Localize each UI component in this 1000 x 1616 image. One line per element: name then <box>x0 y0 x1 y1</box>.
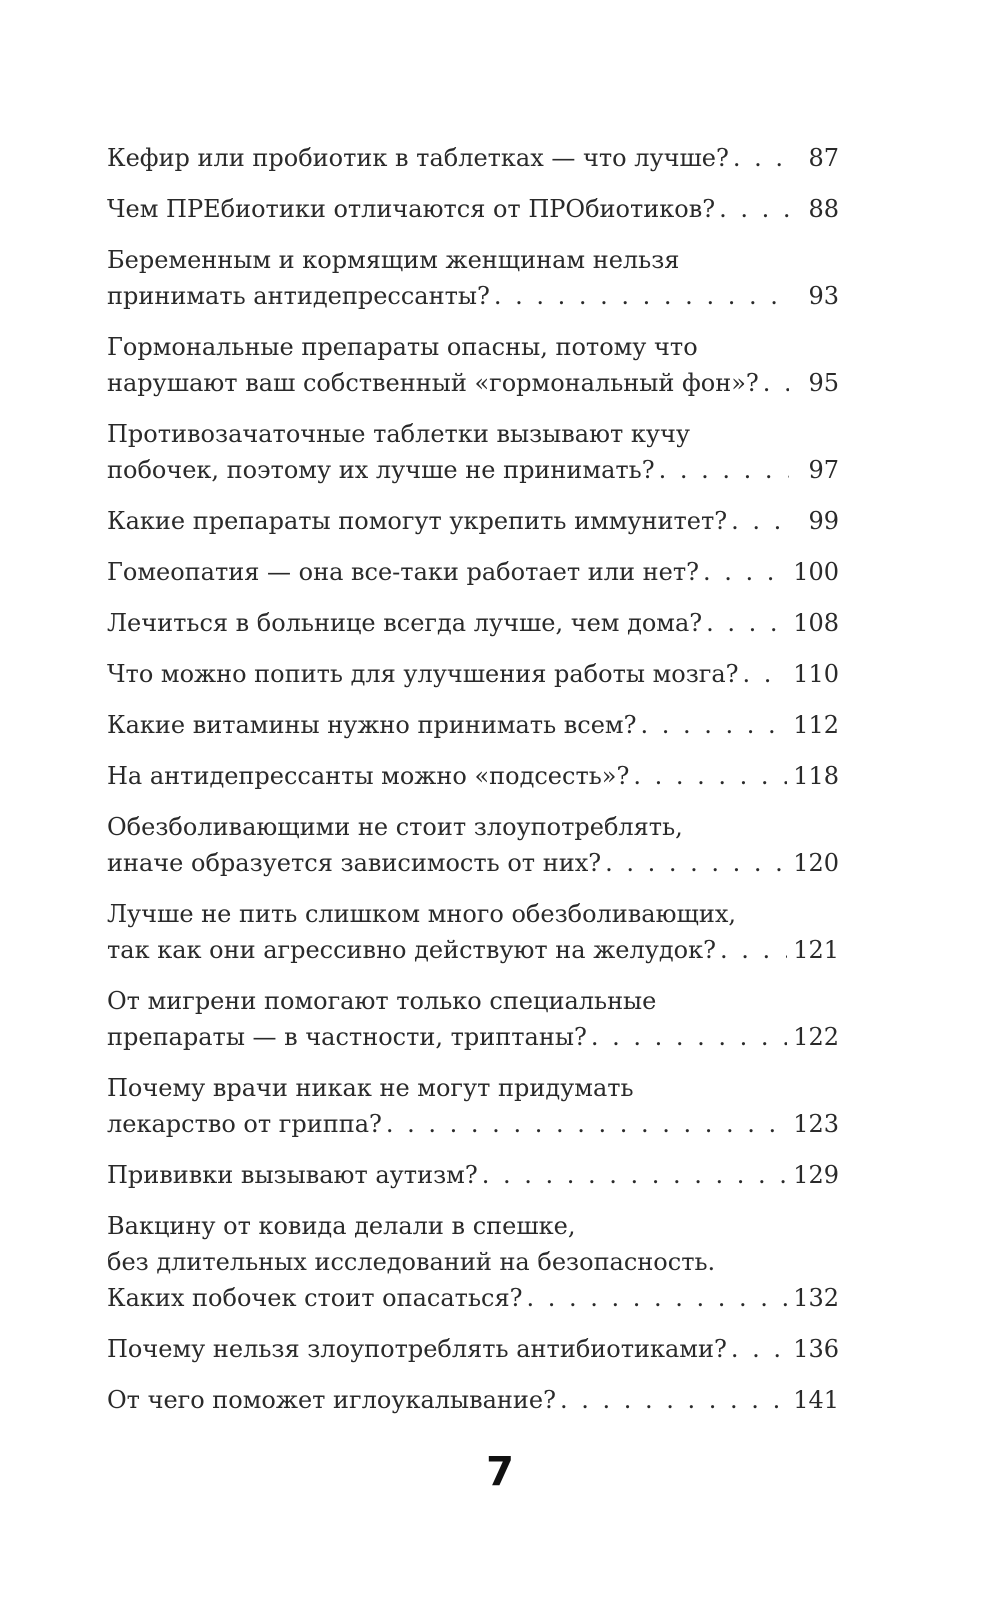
dot-leader <box>659 452 789 488</box>
toc-entry <box>107 1070 839 1142</box>
toc-entry-title: Чем ПРЕбиотики отличаются от ПРОбиотиков? <box>107 195 716 223</box>
toc-entry-title-line: От мигрени помогают только специальные <box>107 987 657 1015</box>
toc-entry <box>107 329 839 401</box>
dot-leader <box>494 278 789 314</box>
toc-entry-page-number: 136 <box>793 1335 839 1363</box>
toc-entry-title: иначе образуется зависимость от них? <box>107 849 602 877</box>
toc-entry-title: Каких побочек стоит опасаться? <box>107 1284 523 1312</box>
toc-entry <box>107 1331 839 1367</box>
toc-entry-last-line <box>107 932 839 968</box>
toc-entry-title: принимать антидепрессанты? <box>107 282 490 310</box>
toc-entry-last-line <box>107 605 839 641</box>
toc-entry-title-line: Вакцину от ковида делали в спешке, <box>107 1212 576 1240</box>
toc-entry <box>107 191 839 227</box>
toc-entry-page-number: 141 <box>793 1386 839 1414</box>
toc-entry-title-line: Обезболивающими не стоит злоупотреблять, <box>107 813 683 841</box>
toc-entry <box>107 758 839 794</box>
toc-entry-page-number: 88 <box>808 195 839 223</box>
toc-entry-last-line <box>107 1280 839 1316</box>
toc-entry-page-number: 93 <box>808 282 839 310</box>
toc-entry <box>107 1157 839 1193</box>
toc-entry-page-number: 99 <box>808 507 839 535</box>
toc-entry-page-number: 112 <box>793 711 839 739</box>
toc-entry <box>107 554 839 590</box>
dot-leader <box>591 1019 787 1055</box>
toc-entry-page-number: 120 <box>793 849 839 877</box>
dot-leader <box>703 554 787 590</box>
toc-entry-title: Какие витамины нужно принимать всем? <box>107 711 637 739</box>
toc-entry-last-line <box>107 1106 839 1142</box>
dot-leader <box>526 1280 787 1316</box>
toc-entry-page-number: 129 <box>793 1161 839 1189</box>
toc-entry-title: Лечиться в больнице всегда лучше, чем дома? <box>107 609 703 637</box>
dot-leader <box>719 191 789 227</box>
toc-entry-title: препараты — в частности, триптаны? <box>107 1023 587 1051</box>
toc-entry-title-line: Почему врачи никак не могут придумать <box>107 1074 634 1102</box>
toc-entry-title: лекарство от гриппа? <box>107 1110 382 1138</box>
dot-leader <box>743 656 788 692</box>
toc-entry-last-line <box>107 656 839 692</box>
toc-entry-page-number: 121 <box>793 936 839 964</box>
dot-leader <box>731 503 789 539</box>
toc-entry-page-number: 118 <box>793 762 839 790</box>
toc-entry-title: так как они агрессивно действуют на желудок? <box>107 936 716 964</box>
toc-entry <box>107 605 839 641</box>
table-of-contents <box>107 140 839 1433</box>
toc-entry-last-line <box>107 707 839 743</box>
dot-leader <box>733 140 789 176</box>
toc-entry-page-number: 132 <box>793 1284 839 1312</box>
toc-entry <box>107 416 839 488</box>
toc-entry-page-number: 123 <box>793 1110 839 1138</box>
toc-entry-last-line <box>107 1331 839 1367</box>
toc-entry-title-line: Лучше не пить слишком много обезболивающих, <box>107 900 736 928</box>
toc-entry <box>107 503 839 539</box>
toc-entry-last-line <box>107 452 839 488</box>
toc-entry-page-number: 87 <box>808 144 839 172</box>
toc-entry-last-line <box>107 365 839 401</box>
toc-entry-page-number: 108 <box>793 609 839 637</box>
dot-leader <box>731 1331 787 1367</box>
toc-entry-last-line <box>107 845 839 881</box>
toc-entry-page-number: 122 <box>793 1023 839 1051</box>
dot-leader <box>706 605 787 641</box>
toc-entry-title-line: Противозачаточные таблетки вызывают кучу <box>107 420 690 448</box>
toc-entry-page-number: 100 <box>793 558 839 586</box>
toc-entry <box>107 242 839 314</box>
dot-leader <box>640 707 787 743</box>
toc-entry-page-number: 97 <box>808 456 839 484</box>
toc-entry <box>107 140 839 176</box>
toc-entry-title: нарушают ваш собственный «гормональный фон»? <box>107 369 759 397</box>
dot-leader <box>763 365 789 401</box>
toc-entry <box>107 656 839 692</box>
toc-entry-title: Почему нельзя злоупотреблять антибиотиками? <box>107 1335 727 1363</box>
toc-entry <box>107 1208 839 1316</box>
dot-leader <box>605 845 787 881</box>
toc-entry-title-line: без длительных исследований на безопасность. <box>107 1248 716 1276</box>
dot-leader <box>560 1382 787 1418</box>
dot-leader <box>386 1106 787 1142</box>
toc-entry-title: Прививки вызывают аутизм? <box>107 1161 478 1189</box>
toc-entry <box>107 1382 839 1418</box>
dot-leader <box>482 1157 788 1193</box>
toc-entry-title: На антидепрессанты можно «подсесть»? <box>107 762 630 790</box>
toc-entry-title: побочек, поэтому их лучше не принимать? <box>107 456 655 484</box>
toc-entry-last-line <box>107 1382 839 1418</box>
toc-entry-title: Гомеопатия — она все-таки работает или нет? <box>107 558 699 586</box>
toc-entry-last-line <box>107 140 839 176</box>
toc-entry-title: От чего поможет иглоукалывание? <box>107 1386 556 1414</box>
toc-entry-last-line <box>107 1019 839 1055</box>
toc-entry <box>107 983 839 1055</box>
toc-entry-last-line <box>107 1157 839 1193</box>
toc-entry-page-number: 95 <box>808 369 839 397</box>
toc-entry-title: Что можно попить для улучшения работы мозга? <box>107 660 739 688</box>
toc-entry-title: Кефир или пробиотик в таблетках — что лучше? <box>107 144 729 172</box>
toc-entry-last-line <box>107 503 839 539</box>
page-number: 7 <box>486 1449 514 1495</box>
toc-entry-last-line <box>107 758 839 794</box>
toc-entry-last-line <box>107 278 839 314</box>
toc-entry <box>107 809 839 881</box>
toc-entry-title: Какие препараты помогут укрепить иммунитет? <box>107 507 728 535</box>
toc-entry-page-number: 110 <box>793 660 839 688</box>
toc-entry-last-line <box>107 191 839 227</box>
toc-entry <box>107 707 839 743</box>
toc-entry <box>107 896 839 968</box>
toc-entry-title-line: Беременным и кормящим женщинам нельзя <box>107 246 680 274</box>
toc-entry-last-line <box>107 554 839 590</box>
dot-leader <box>720 932 787 968</box>
toc-entry-title-line: Гормональные препараты опасны, потому что <box>107 333 698 361</box>
dot-leader <box>633 758 787 794</box>
